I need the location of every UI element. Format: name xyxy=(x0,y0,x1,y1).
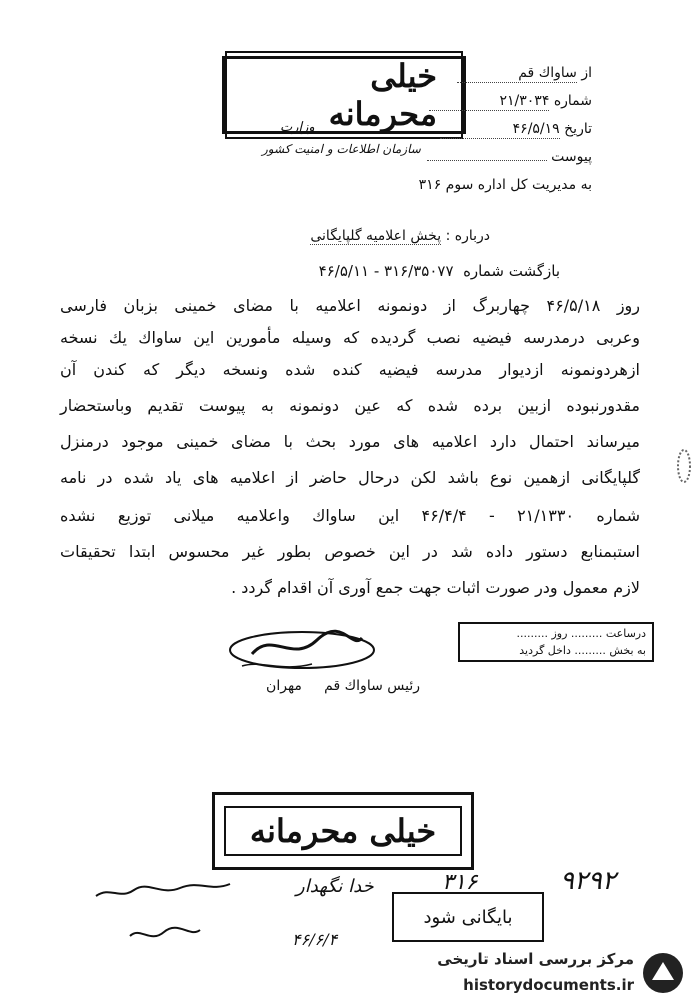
header-to xyxy=(112,176,592,194)
watermark-site: historydocuments.ir xyxy=(463,976,634,994)
receipt-line-2: به بخش ......... داخل گرديد xyxy=(519,644,646,657)
body-line-7: شماره ۲۱/۱۳۳۰ - ۴۶/۴/۴ اين ساواك واعلاميه ميلانى توزيع نشده xyxy=(60,506,640,525)
receipt-line-1: درساعت ......... روز ......... xyxy=(516,627,646,640)
archive-logo-icon xyxy=(640,950,686,996)
from-value: ساواك قم xyxy=(457,64,577,83)
date-value: ۴۶/۵/۱۹ xyxy=(440,120,560,139)
body-line-4: مقدورنبوده ازبين برده شده كه عين دونمونه به پيوست تقديم وباستحضار xyxy=(60,396,640,415)
archive-note: بايگانى شود xyxy=(423,906,513,928)
subject-label: درباره : xyxy=(445,228,490,244)
body-line-2: وعربى درمدرسه فيضيه نصب گرديده كه وسيله مأمورين اين ساواك يك نسخه xyxy=(60,328,640,347)
header-date xyxy=(402,120,592,139)
from-label: از xyxy=(581,65,592,81)
attachment-label: پيوست xyxy=(551,149,592,165)
reference-value: ۳۱۶/۳۵۰۷۷ - ۴۶/۵/۱۱ xyxy=(318,262,454,280)
body-line-6: گلپايگانى ازهمين نوع باشد لكن درحال حاضر از اعلاميه هاى ياد شده در نامه xyxy=(60,468,640,487)
to-value: مديريت كل اداره سوم ۳۱۶ xyxy=(418,177,577,193)
classification-stamp-bottom-text: خيلى محرمانه xyxy=(224,806,462,856)
to-label: به xyxy=(580,177,592,193)
date-label: تاريخ xyxy=(564,121,592,137)
body-line-5: ميرساند احتمال دارد اعلاميه هاى مورد بحث با مضاى خمينى موجود درمنزل xyxy=(60,432,640,451)
signature-block xyxy=(200,678,420,694)
handwritten-note-right: خدا نگهدار xyxy=(296,876,374,897)
body-line-9: لازم معمول ودر صورت اثبات جهت جمع آورى آن اقدام گردد . xyxy=(231,578,640,597)
body-line-1: روز ۴۶/۵/۱۸ چهاربرگ از دونمونه اعلاميه با مضاى خمينى بزبان فارسى xyxy=(60,296,641,315)
org-name: سازمان اطلاعات و امنيت كشور xyxy=(262,142,421,156)
number-label: شماره xyxy=(553,93,592,109)
signature-name: مهران xyxy=(266,678,302,694)
reference-line xyxy=(140,262,560,280)
subject-line xyxy=(190,228,490,244)
attachment-line xyxy=(427,160,547,161)
margin-scribble xyxy=(90,866,240,956)
header-from xyxy=(422,64,592,83)
body-line-3: ازهردونمونه ازديوار مدرسه فيضيه كنده شده ونسخه ديگر كه كندن آن xyxy=(60,360,640,379)
number-value: ۲۱/۳۰۳۴ xyxy=(429,92,549,111)
receipt-box xyxy=(458,622,654,662)
watermark-title: مركز بررسى اسناد تاريخى xyxy=(437,950,634,968)
header-number xyxy=(402,92,592,111)
dept-number: ۳۱۶ xyxy=(442,870,478,895)
classification-stamp-bottom xyxy=(212,792,474,870)
subject-value: پخش اعلاميه گلپايگانى xyxy=(310,228,442,244)
ministry-note: وزارت xyxy=(280,120,315,135)
body-line-8: استبمنابع دستور داده شد در اين خصوص بطور غير محسوس ابتدا تحقيقات xyxy=(60,542,640,561)
header-attachment xyxy=(402,148,592,166)
punch-hole-mark xyxy=(676,446,692,486)
handwritten-note-left: ۴۶/۶/۴ xyxy=(292,930,338,949)
classification-stamp-text: خيلى محرمانه xyxy=(225,51,463,139)
signature-mark xyxy=(222,620,382,680)
archive-note-box xyxy=(392,892,544,942)
file-number: ۹۲۹۲ xyxy=(560,866,616,896)
reference-label: بازگشت شماره xyxy=(463,262,560,280)
signature-title: رئيس ساواك قم xyxy=(324,678,420,694)
